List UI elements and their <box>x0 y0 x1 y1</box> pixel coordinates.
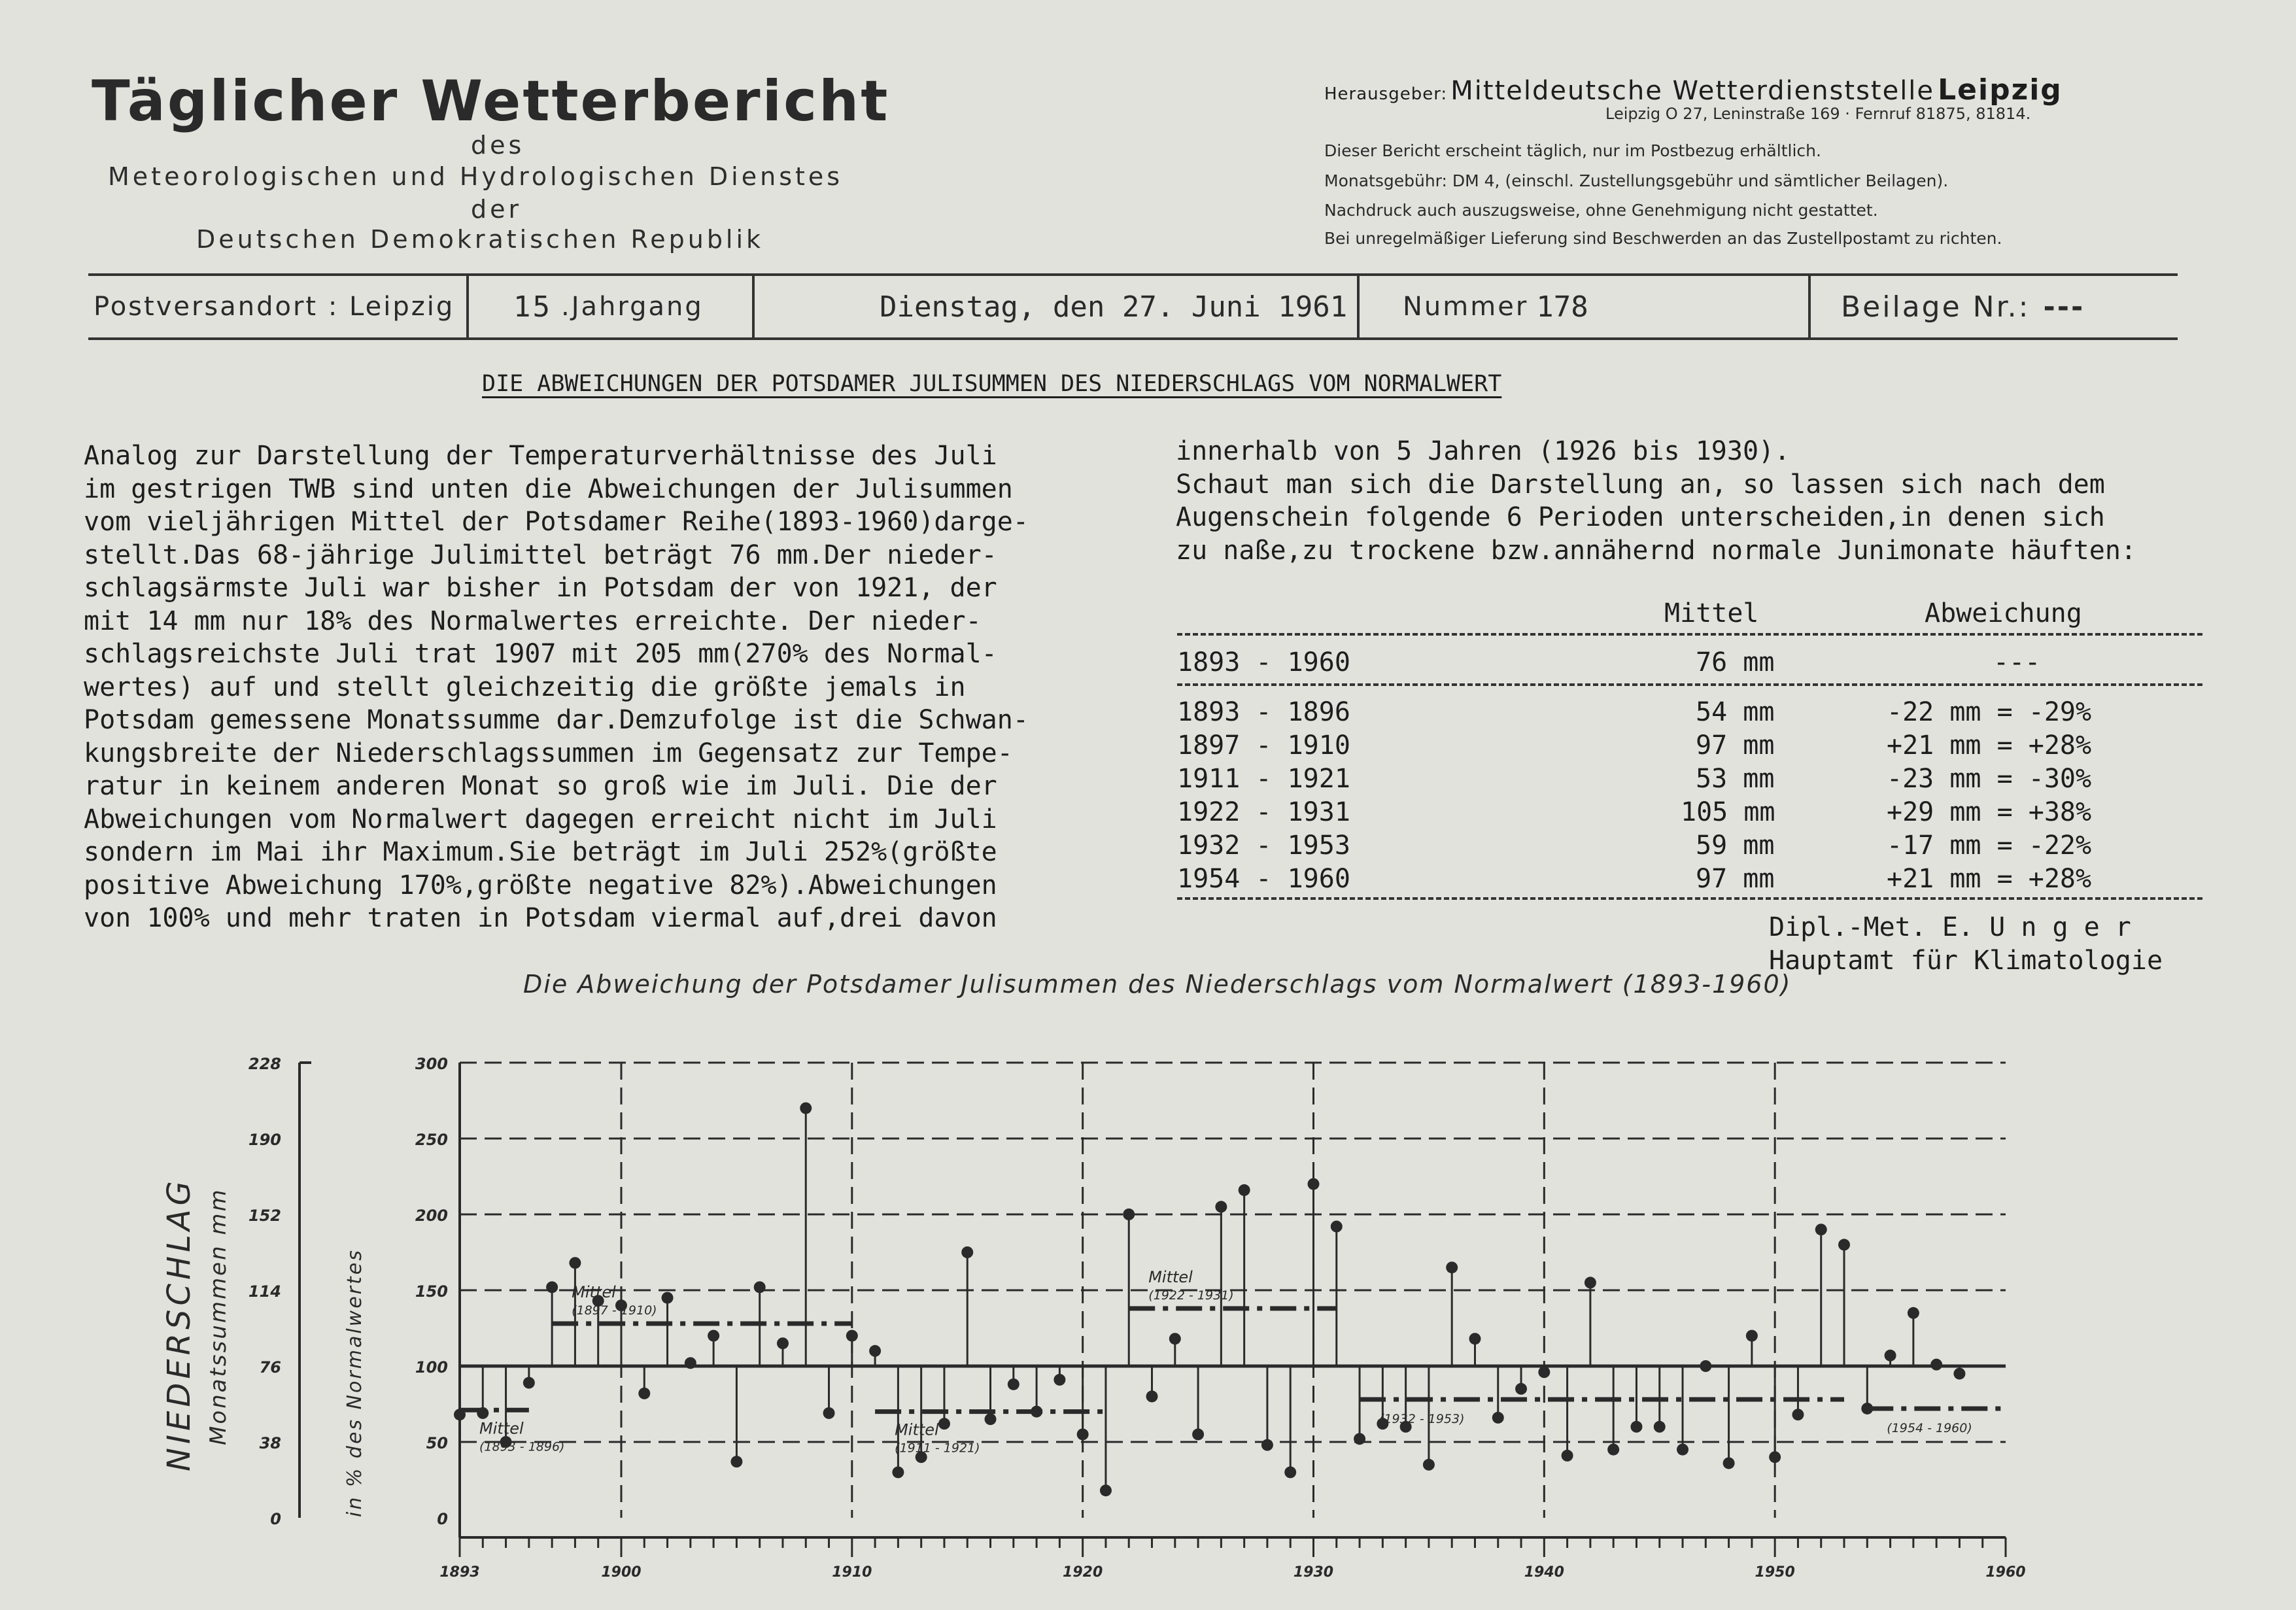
subtitle-line-4: Deutschen Demokratischen Republik <box>196 225 764 254</box>
pct-tick-label: 100 <box>415 1358 448 1377</box>
table-row-period: 1897 - 1910 <box>1177 730 1350 761</box>
data-point <box>823 1407 835 1419</box>
subtitle-line-1: des <box>471 131 525 160</box>
data-point <box>1630 1421 1642 1433</box>
data-point <box>1654 1421 1666 1433</box>
data-point <box>685 1357 696 1369</box>
publisher-label: Herausgeber: <box>1324 84 1448 104</box>
table-row-dev: -23 mm = -30% <box>1887 764 2092 794</box>
publisher-city: Leipzig <box>1938 73 2063 107</box>
table-row-mean: 97 mm <box>1696 730 1775 761</box>
data-point <box>708 1330 719 1342</box>
table-row-period: 1911 - 1921 <box>1177 764 1350 794</box>
data-point <box>869 1345 881 1357</box>
masthead-title: Täglicher Wetterbericht <box>92 69 890 134</box>
data-point <box>1607 1444 1619 1456</box>
text-line: im gestrigen TWB sind unten die Abweichungen der Julisummen <box>84 473 1013 504</box>
data-point <box>1515 1383 1527 1395</box>
precipitation-chart <box>0 994 2296 1610</box>
beilage-label: Beilage Nr.: <box>1841 290 2030 324</box>
data-point <box>1723 1457 1735 1469</box>
table-ref-dev: --- <box>1993 647 2041 677</box>
table-row-dev: +21 mm = +28% <box>1887 730 2092 761</box>
table-ref-period: 1893 - 1960 <box>1177 647 1350 677</box>
data-point <box>1838 1239 1850 1250</box>
divider <box>752 276 755 337</box>
text-line: ratur in keinem anderen Monat so groß wie im Juli. Die der <box>84 771 997 801</box>
x-tick-label: 1900 <box>601 1564 642 1581</box>
data-point <box>1100 1484 1112 1496</box>
data-point <box>1769 1451 1781 1463</box>
x-tick-label: 1940 <box>1524 1564 1564 1581</box>
text-line: mit 14 mm nur 18% des Normalwertes erreichte. Der nieder- <box>84 606 982 636</box>
subtitle-line-2: Meteorologischen und Hydrologischen Dienstes <box>108 162 844 191</box>
text-line: stellt.Das 68-jährige Julimittel beträgt 76 mm.Der nieder- <box>84 540 997 570</box>
text-line: schlagsärmste Juli war bisher in Potsdam der von 1921, der <box>84 573 997 603</box>
text-line: positive Abweichung 170%,größte negative 82%).Abweichungen <box>84 870 997 900</box>
data-point <box>1446 1261 1458 1273</box>
table-row-dev: +29 mm = +38% <box>1887 797 2092 827</box>
signature-author: Dipl.-Met. E. U n g e r <box>1769 912 2131 942</box>
text-line: Abweichungen vom Normalwert dagegen erreicht nicht im Juli <box>84 804 997 834</box>
text-line: von 100% und mehr traten in Potsdam viermal auf,drei davon <box>84 903 997 933</box>
text-line: sondern im Mai ihr Maximum.Sie beträgt im Juli 252%(größte <box>84 837 997 867</box>
text-line: innerhalb von 5 Jahren (1926 bis 1930). <box>1176 436 1791 466</box>
table-row-dev: +21 mm = +28% <box>1887 864 2092 894</box>
beilage-value: --- <box>2043 290 2085 324</box>
table-ref-mean: 76 mm <box>1696 647 1775 677</box>
data-point <box>1492 1412 1504 1424</box>
table-header-mittel: Mittel <box>1664 598 1759 628</box>
text-line: vom vieljährigen Mittel der Potsdamer Reihe(1893-1960)darge- <box>84 507 1029 537</box>
data-point <box>985 1413 997 1425</box>
table-row-mean: 53 mm <box>1696 764 1775 794</box>
rule <box>1177 683 2202 686</box>
data-point <box>1469 1333 1481 1345</box>
pct-tick-label: 250 <box>415 1131 448 1149</box>
table-header-abweichung: Abweichung <box>1925 598 2082 628</box>
table-row-period: 1893 - 1896 <box>1177 697 1350 727</box>
divider <box>1808 276 1811 337</box>
data-point <box>1123 1208 1135 1220</box>
table-row-mean: 105 mm <box>1681 797 1775 827</box>
notice-2: Monatsgebühr: DM 4, (einschl. Zustellungsgebühr und sämtlicher Beilagen). <box>1324 171 1949 190</box>
divider <box>1357 276 1360 337</box>
period-mean-range: (1897 - 1910) <box>572 1303 657 1318</box>
ylabel-sub: Monatssummen mm <box>205 1188 231 1445</box>
mm-tick-label: 76 <box>259 1358 281 1377</box>
rule <box>1177 633 2202 636</box>
mm-tick-label: 228 <box>248 1055 281 1073</box>
data-point <box>1192 1428 1204 1440</box>
data-point <box>1677 1444 1688 1456</box>
table-row-mean: 97 mm <box>1696 864 1775 894</box>
period-mean-label: Mittel <box>895 1420 939 1439</box>
data-point <box>730 1456 742 1467</box>
data-point <box>938 1418 950 1430</box>
nummer-label: Nummer <box>1403 292 1529 322</box>
pct-tick-label: 300 <box>415 1055 448 1073</box>
mm-tick-label: 0 <box>270 1510 281 1528</box>
issue-date: Dienstag, den 27. Juni 1961 <box>880 290 1348 324</box>
pct-tick-label: 50 <box>426 1434 448 1452</box>
text-line: Augenschein folgende 6 Perioden unterscheiden,in denen sich <box>1176 502 2105 532</box>
beilage <box>1841 276 2168 337</box>
publisher-block <box>1324 73 2063 107</box>
x-tick-label: 1893 <box>439 1564 480 1581</box>
text-line: zu naße,zu trockene bzw.annähernd normale Junimonate häuften: <box>1176 535 2137 566</box>
article-left-column <box>84 439 1029 935</box>
table-row-period: 1954 - 1960 <box>1177 864 1350 894</box>
data-point <box>961 1246 973 1258</box>
period-mean-label: Mittel <box>479 1419 524 1438</box>
data-point <box>1261 1439 1273 1451</box>
data-point <box>777 1337 789 1349</box>
text-line: kungsbreite der Niederschlagssummen im Gegensatz zur Tempe- <box>84 738 1013 768</box>
data-point <box>846 1330 858 1342</box>
ylabel-main: NIEDERSCHLAG <box>161 1177 197 1471</box>
data-point <box>1239 1184 1250 1196</box>
x-tick-label: 1910 <box>832 1564 872 1581</box>
nummer-value: 178 <box>1536 290 1588 324</box>
text-line: Potsdam gemessene Monatssumme dar.Demzufolge ist die Schwan- <box>84 705 1029 735</box>
data-point <box>1953 1368 1965 1380</box>
data-point <box>1008 1379 1019 1390</box>
text-line: wertes) auf und stellt gleichzeitig die größte jemals in <box>84 672 966 702</box>
table-row-period: 1932 - 1953 <box>1177 831 1350 861</box>
mm-tick-label: 190 <box>248 1131 281 1149</box>
signature-office: Hauptamt für Klimatologie <box>1769 946 2163 976</box>
article-heading: DIE ABWEICHUNGEN DER POTSDAMER JULISUMMEN DES NIEDERSCHLAGS VOM NORMALWERT <box>482 371 1502 397</box>
data-point <box>1054 1374 1065 1386</box>
notice-1: Dieser Bericht erscheint täglich, nur im Postbezug erhältlich. <box>1324 141 1821 160</box>
data-point <box>569 1257 581 1269</box>
data-point <box>546 1281 558 1293</box>
text-line: schlagsreichste Juli trat 1907 mit 205 mm(270% des Normal- <box>84 639 997 669</box>
mm-tick-label: 114 <box>248 1282 281 1301</box>
publisher-name: Mitteldeutsche Wetterdienststelle <box>1450 76 1935 106</box>
mm-tick-label: 152 <box>248 1207 281 1225</box>
data-point <box>1423 1459 1435 1471</box>
pct-tick-label: 200 <box>415 1207 448 1225</box>
data-point <box>1585 1276 1596 1288</box>
table-row-mean: 54 mm <box>1696 697 1775 727</box>
ylabel-pct: in % des Normalwertes <box>343 1248 366 1517</box>
jahrgang-number: 15 <box>513 290 552 324</box>
data-point <box>754 1281 766 1293</box>
data-point <box>1700 1360 1711 1372</box>
data-point <box>662 1292 674 1304</box>
notice-4: Bei unregelmäßiger Lieferung sind Beschwerden an das Zustellpostamt zu richten. <box>1324 229 2002 248</box>
article-right-column <box>1176 435 2136 567</box>
data-point <box>892 1466 904 1478</box>
data-point <box>1331 1221 1343 1233</box>
notice-3: Nachdruck auch auszugsweise, ohne Genehmigung nicht gestattet. <box>1324 201 1878 220</box>
data-point <box>800 1103 812 1114</box>
x-tick-label: 1920 <box>1063 1564 1103 1581</box>
period-mean-label: Mittel <box>1148 1267 1193 1286</box>
table-row-period: 1922 - 1931 <box>1177 797 1350 827</box>
data-point <box>1746 1330 1758 1342</box>
data-point <box>1307 1178 1319 1190</box>
x-tick-label: 1930 <box>1293 1564 1334 1581</box>
data-point <box>1354 1433 1365 1445</box>
divider <box>466 276 469 337</box>
chart-title: Die Abweichung der Potsdamer Julisummen des Niederschlags vom Normalwert (1893-1960) <box>523 970 1792 999</box>
data-point <box>1815 1224 1827 1235</box>
subtitle-line-3: der <box>471 195 523 224</box>
period-mean-range: (1922 - 1931) <box>1148 1288 1234 1303</box>
rule <box>1177 897 2202 900</box>
publisher-address: Leipzig O 27, Leninstraße 169 · Fernruf 81875, 81814. <box>1605 105 2031 123</box>
text-line: Analog zur Darstellung der Temperaturverhältnisse des Juli <box>84 441 997 471</box>
data-point <box>1930 1359 1942 1371</box>
data-point <box>1215 1201 1227 1212</box>
data-point <box>1562 1450 1573 1462</box>
data-point <box>1792 1409 1804 1420</box>
data-point <box>523 1377 535 1389</box>
data-point <box>1538 1366 1550 1378</box>
pct-tick-label: 0 <box>437 1510 448 1528</box>
data-point <box>1284 1466 1296 1478</box>
mm-tick-label: 38 <box>259 1434 281 1452</box>
x-tick-label: 1950 <box>1755 1564 1795 1581</box>
table-row-dev: -17 mm = -22% <box>1887 831 2092 861</box>
period-mean-label: Mittel <box>572 1283 616 1302</box>
pct-tick-label: 150 <box>415 1282 448 1301</box>
x-tick-label: 1960 <box>1985 1564 2026 1581</box>
period-mean-range: (1932 - 1953) <box>1379 1412 1465 1427</box>
postversand: Postversandort : Leipzig <box>94 292 455 322</box>
period-mean-range: (1911 - 1921) <box>895 1441 980 1456</box>
issue-info-bar <box>88 273 2178 340</box>
table-row-dev: -22 mm = -29% <box>1887 697 2092 727</box>
data-point <box>1077 1428 1089 1440</box>
period-mean-range: (1954 - 1960) <box>1887 1420 1972 1435</box>
table-row-mean: 59 mm <box>1696 831 1775 861</box>
data-point <box>1146 1390 1158 1402</box>
data-point <box>1908 1307 1919 1319</box>
jahrgang <box>513 276 840 337</box>
period-mean-range: (1893 - 1896) <box>479 1439 565 1454</box>
data-point <box>1169 1333 1181 1345</box>
data-point <box>1885 1350 1896 1362</box>
text-line: Schaut man sich die Darstellung an, so lassen sich nach dem <box>1176 469 2105 500</box>
jahrgang-label: .Jahrgang <box>560 292 704 322</box>
data-point <box>638 1388 650 1399</box>
nummer <box>1403 276 1664 337</box>
